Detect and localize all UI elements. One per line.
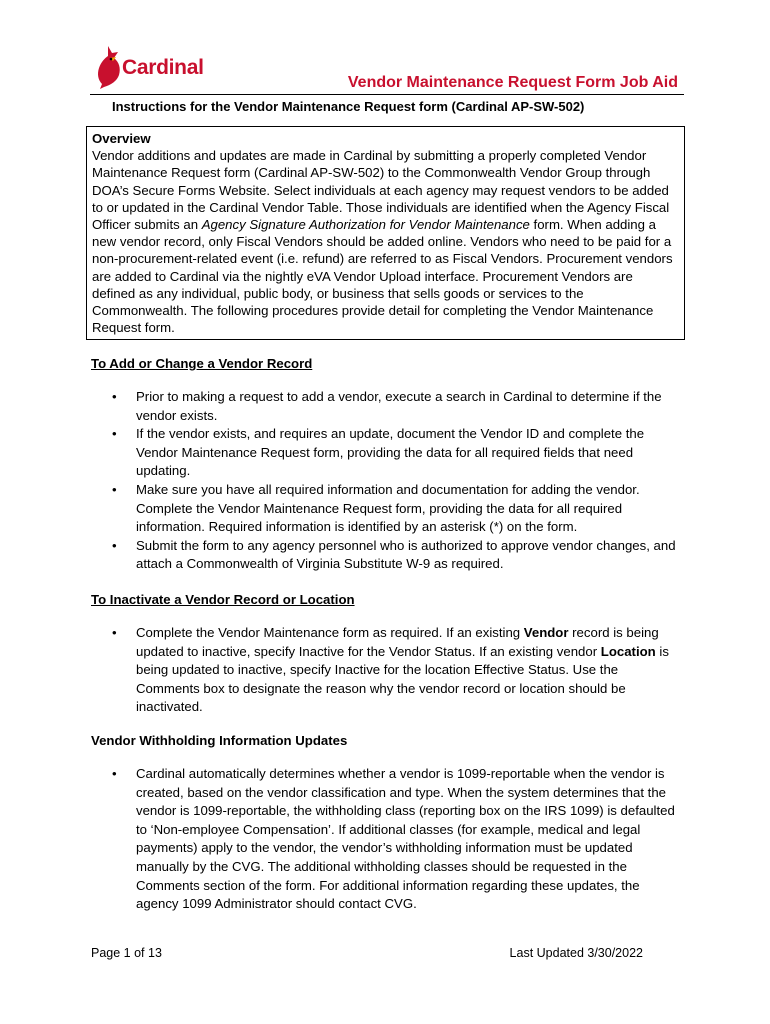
cardinal-logo xyxy=(92,44,222,90)
header-divider xyxy=(90,94,684,95)
vendor-term: Vendor xyxy=(523,625,569,640)
form-name-italic: Agency Signature Authorization for Vendor Maintenance xyxy=(201,217,530,233)
list-item: • Make sure you have all required information and documentation for adding the vendor. Complete the Vendor Maintenance Request form, providing the data for all required information. Required information is identified by an asterisk (*) on the form. xyxy=(91,481,681,537)
cardinal-bird-icon xyxy=(92,44,126,90)
inactivate-text-2: record is being updated to inactive, specify Inactive for the Vendor Status. If an existing vendor xyxy=(136,625,659,659)
list-item: • Submit the form to any agency personnel who is authorized to approve vendor changes, and attach a Commonwealth of Virginia Substitute W-9 as required. xyxy=(91,537,681,574)
list-item: • If the vendor exists, and requires an update, document the Vendor ID and complete the Vendor Maintenance Request form, providing the data for all required fields that need updating. xyxy=(91,425,681,481)
overview-heading: Overview xyxy=(92,131,151,146)
inactivate-list xyxy=(91,624,681,717)
page-subtitle: Instructions for the Vendor Maintenance Request form (Cardinal AP-SW-502) xyxy=(112,99,585,114)
overview-text xyxy=(92,147,679,336)
withholding-list xyxy=(91,765,681,914)
last-updated: Last Updated 3/30/2022 xyxy=(509,946,643,960)
overview-text-part2: form. When adding a new vendor record, only Fiscal Vendors should be added online. Vendors who need to be paid for a non-procurement-related event (i.e. refund) are referred to as Fiscal Vendors. Procurement vendors are added to Cardinal via the nightly eVA Vendor Upload interface. Procurement Vendors are defined as any individual, public body, or business that sells goods or services to the Commonwealth. The following procedures provide detail for completing the Vendor Maintenance Request form. xyxy=(92,217,673,336)
location-term: Location xyxy=(600,643,656,659)
page-title: Vendor Maintenance Request Form Job Aid xyxy=(347,74,678,91)
inactivate-text-1: Complete the Vendor Maintenance form as required. If an existing xyxy=(136,625,524,640)
withholding-heading: Vendor Withholding Information Updates xyxy=(91,733,348,748)
list-item: • Cardinal automatically determines whether a vendor is 1099-reportable when the vendor is created, based on the vendor classification and type. When the system determines that the vendor is 1099-reportable, the withholding class (reporting box on the IRS 1099) is defaulted to ‘Non-employee Compensation’. If additional classes (for example, medical and legal payments) apply to the vendor, the vendor’s withholding information must be updated manually by the CVG. The additional withholding classes should be requested in the Comments section of the form. For additional information regarding these updates, the agency 1099 Administrator should contact CVG. xyxy=(91,765,681,914)
page-number: Page 1 of 13 xyxy=(91,946,162,960)
brand-name: Cardinal xyxy=(122,56,204,79)
add-change-list xyxy=(91,388,681,574)
inactivate-heading: To Inactivate a Vendor Record or Location xyxy=(91,592,355,607)
list-item: • Prior to making a request to add a vendor, execute a search in Cardinal to determine if the vendor exists. xyxy=(91,388,681,425)
overview-box xyxy=(86,126,685,340)
inactivate-text-3: is being updated to inactive, specify Inactive for the location Effective Status. Use the Comments box to designate the reason why the vendor record or location should be inactivated. xyxy=(136,643,669,715)
list-item xyxy=(91,624,681,717)
overview-text-part1: Vendor additions and updates are made in Cardinal by submitting a properly completed Vendor Maintenance Request form (Cardinal AP-SW-502) to the Commonwealth Vendor Group through DOA’s Secure Forms Website. Select individuals at each agency may request vendors to be added to or updated in the Cardinal Vendor Table. Those individuals are identified when the Agency Fiscal Officer submits an xyxy=(92,148,670,233)
add-change-heading: To Add or Change a Vendor Record xyxy=(91,356,313,371)
